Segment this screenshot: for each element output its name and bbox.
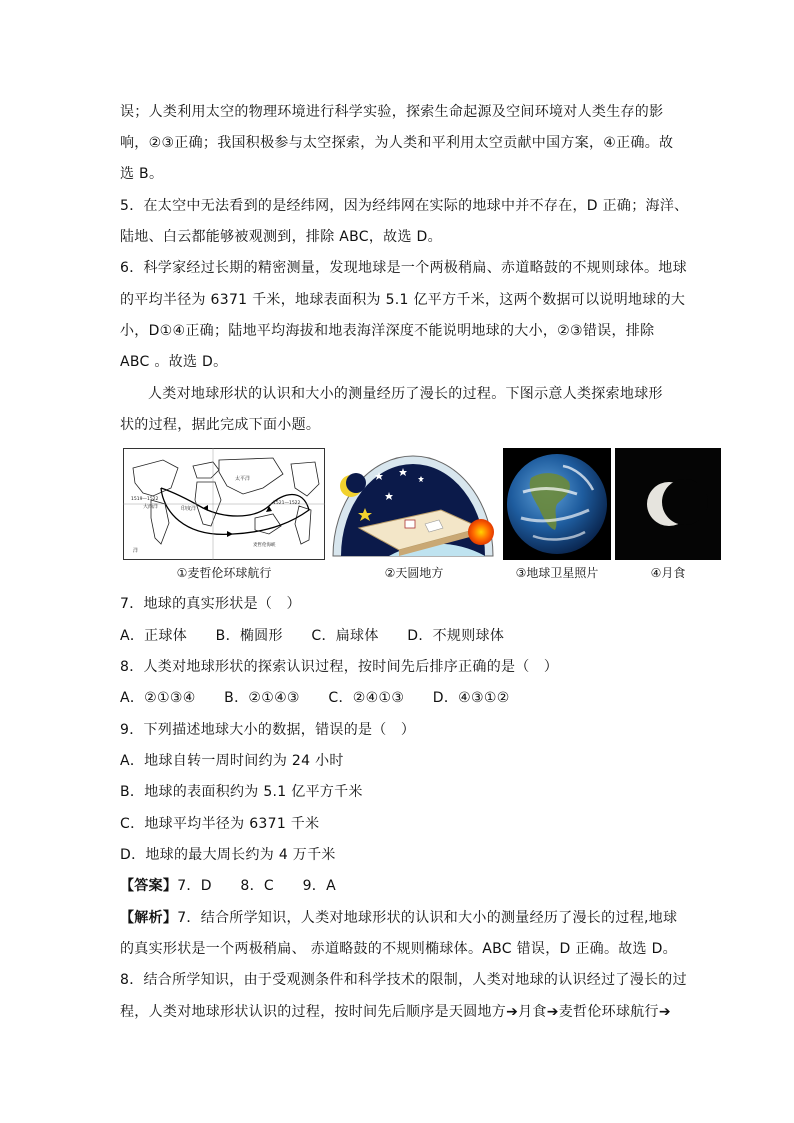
analysis-line <box>120 908 680 928</box>
question-options: A．正球体 B．椭圆形 C．扁球体 D．不规则球体 <box>120 628 505 644</box>
svg-text:1519—1522: 1519—1522 <box>131 497 159 502</box>
text-line: 误；人类利用太空的物理环境进行科学实验，探索生命起源及空间环境对人类生存的影 <box>120 104 664 120</box>
svg-text:大西洋: 大西洋 <box>143 504 159 510</box>
text-line: 5．在太空中无法看到的是经纬网，因为经纬网在实际的地球中并不存在，D 正确；海洋、 <box>120 198 689 214</box>
figure-caption: ①麦哲伦环球航行 <box>176 566 272 580</box>
analysis-line: 程，人类对地球形状认识的过程，按时间先后顺序是天圆地方➔月食➔麦哲伦环球航行➔ <box>120 1004 671 1020</box>
question-option: D．地球的最大周长约为 4 万千米 <box>120 847 336 863</box>
analysis-line: 的真实形状是一个两极稍扁、 赤道略鼓的不规则椭球体。ABC 错误，D 正确。故选 D。 <box>120 941 677 957</box>
question-option: C．地球平均半径为 6371 千米 <box>120 816 320 832</box>
answer-text: 7．D 8．C 9．A <box>177 878 336 894</box>
dome-icon <box>329 448 499 560</box>
question-option: B．地球的表面积约为 5.1 亿平方千米 <box>120 784 363 800</box>
text-line: 响，②③正确；我国积极参与太空探索，为人类和平利用太空贡献中国方案，④正确。故 <box>120 135 674 151</box>
text-line: 6．科学家经过长期的精密测量，发现地球是一个两极稍扁、赤道略鼓的不规则球体。地球 <box>120 260 687 276</box>
world-map-icon <box>123 448 325 560</box>
figure-earth-photo <box>503 448 611 584</box>
analysis-label: 【解析】 <box>120 910 178 926</box>
analysis-line: 8．结合所学知识，由于受观测条件和科学技术的限制，人类对地球的认识经过了漫长的过 <box>120 972 687 988</box>
earth-icon <box>503 448 611 560</box>
figure-magellan <box>123 448 325 584</box>
answer-label: 【答案】 <box>120 878 178 894</box>
intro-line: 状的过程，据此完成下面小题。 <box>120 417 321 433</box>
question-options: A．②①③④ B．②①④③ C．②④①③ D．④③①② <box>120 690 510 706</box>
text-line: 小，D①④正确；陆地平均海拔和地表海洋深度不能说明地球的大小，②③错误，排除 <box>120 323 655 339</box>
figure-row <box>123 448 723 584</box>
question-stem: 9．下列描述地球大小的数据，错误的是（ ） <box>120 722 416 738</box>
moon-icon <box>615 448 721 560</box>
svg-text:洋: 洋 <box>133 548 139 554</box>
figure-lunar-eclipse <box>615 448 721 584</box>
text-line: 的平均半径为 6371 千米，地球表面积为 5.1 亿平方千米，这两个数据可以说明地球的大 <box>120 292 686 308</box>
question-stem: 8．人类对地球形状的探索认识过程，按时间先后排序正确的是（ ） <box>120 659 559 675</box>
question-option: A．地球自转一周时间约为 24 小时 <box>120 753 344 769</box>
text-line: ABC 。故选 D。 <box>120 354 228 370</box>
text-line: 陆地、白云都能够被观测到，排除 ABC，故选 D。 <box>120 229 442 245</box>
svg-text:麦哲伦海峡: 麦哲伦海峡 <box>253 543 276 548</box>
answer-line <box>120 876 680 896</box>
svg-text:太平洋: 太平洋 <box>235 476 251 482</box>
intro-line: 人类对地球形状的认识和大小的测量经历了漫长的过程。下图示意人类探索地球形 <box>148 386 663 402</box>
figure-caption: ④月食 <box>650 566 686 580</box>
figure-heaven-earth <box>329 448 499 584</box>
svg-text:1521—1522: 1521—1522 <box>273 501 301 506</box>
analysis-text: 7．结合所学知识，人类对地球形状的认识和大小的测量经历了漫长的过程,地球 <box>177 910 678 926</box>
text-line: 选 B。 <box>120 166 164 182</box>
question-stem: 7．地球的真实形状是（ ） <box>120 596 301 612</box>
figure-caption: ②天圆地方 <box>384 566 444 580</box>
svg-text:印度洋: 印度洋 <box>181 506 197 512</box>
figure-caption: ③地球卫星照片 <box>515 566 599 580</box>
